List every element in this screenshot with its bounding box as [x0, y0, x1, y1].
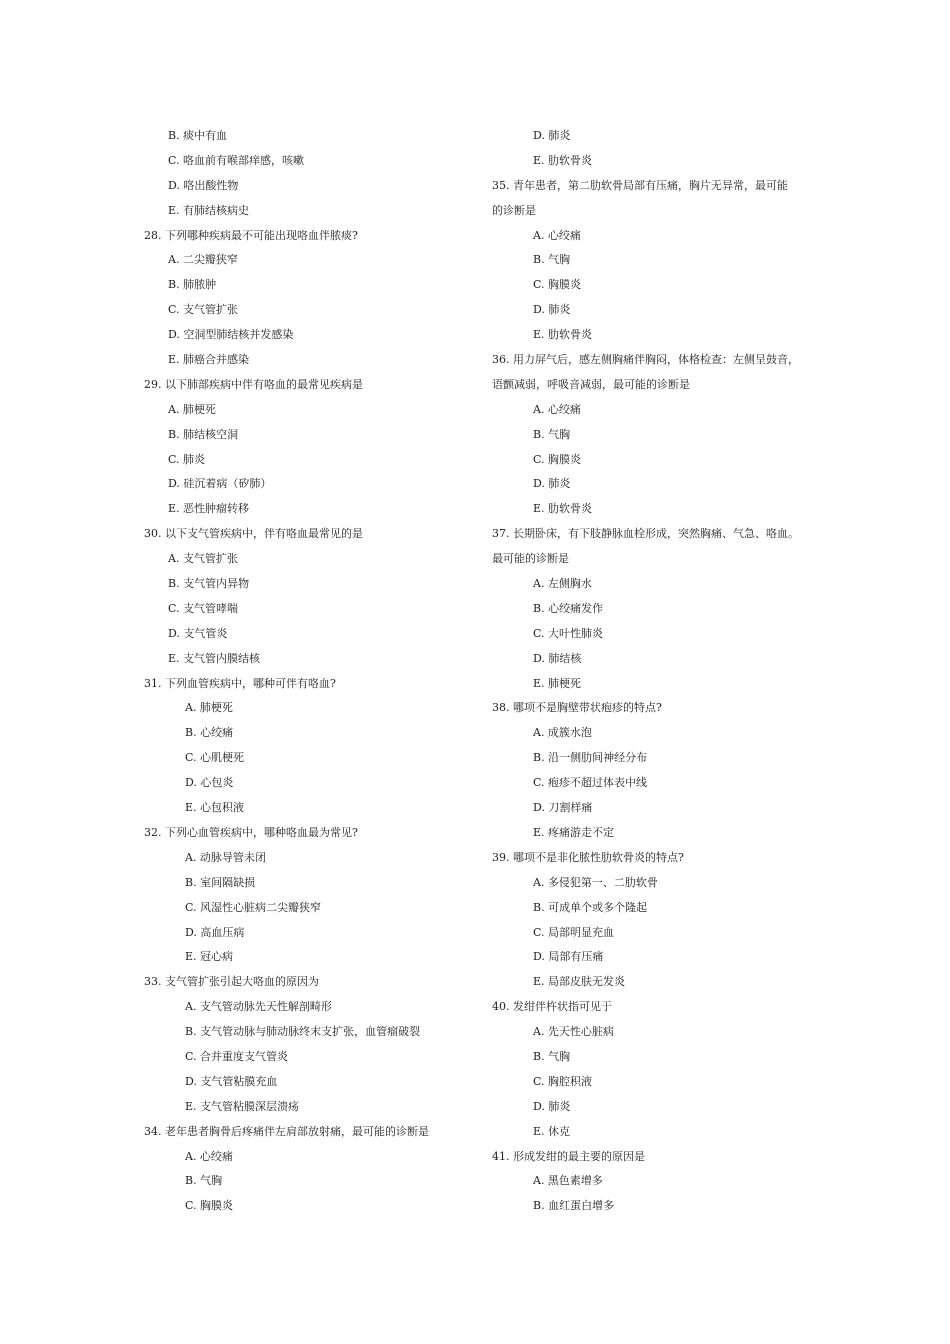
answer-option: A. 多侵犯第一、二肋软骨 [533, 875, 658, 889]
answer-option: A. 支气管扩张 [168, 552, 238, 566]
answer-option: D. 刀割样痛 [533, 801, 593, 815]
answer-option: E. 疼痛游走不定 [533, 825, 615, 839]
answer-option: B. 肺脓肿 [168, 278, 217, 292]
answer-option: A. 动脉导管未闭 [185, 850, 266, 864]
answer-option: A. 心绞痛 [533, 228, 581, 242]
answer-option: A. 黑色素增多 [533, 1174, 603, 1188]
answer-option: C. 局部明显充血 [533, 925, 615, 939]
question-text: 36. 用力屏气后，感左侧胸痛伴胸闷，体格检查：左侧呈鼓音， [492, 353, 799, 367]
answer-option: C. 支气管哮喘 [168, 601, 239, 615]
answer-option: C. 胸腔积液 [533, 1074, 593, 1088]
answer-option: B. 沿一侧肋间神经分布 [533, 751, 648, 765]
answer-option: E. 支气管粘膜深层溃疡 [185, 1099, 300, 1113]
answer-option: D. 局部有压痛 [533, 950, 604, 964]
answer-option: D. 肺炎 [533, 1099, 571, 1113]
answer-option: C. 胸膜炎 [533, 278, 582, 292]
answer-option: B. 心绞痛发作 [533, 601, 604, 615]
answer-option: E. 支气管内膜结核 [168, 651, 261, 665]
question-text: 40. 发绀伴杵状指可见于 [492, 1000, 612, 1014]
answer-option: A. 支气管动脉先天性解剖畸形 [185, 1000, 332, 1014]
answer-option: A. 左侧胸水 [533, 577, 592, 591]
question-text: 41. 形成发绀的最主要的原因是 [492, 1149, 645, 1163]
question-text: 语颤减弱，呼吸音减弱，最可能的诊断是 [492, 377, 690, 391]
answer-option: A. 肺梗死 [185, 701, 233, 715]
answer-option: D. 肺炎 [533, 477, 571, 491]
answer-option: C. 支气管扩张 [168, 303, 239, 317]
answer-option: D. 心包炎 [185, 776, 234, 790]
answer-option: B. 支气管内异物 [168, 577, 250, 591]
answer-option: C. 心肌梗死 [185, 751, 245, 765]
answer-option: E. 肋软骨炎 [533, 153, 593, 167]
answer-option: B. 气胸 [533, 427, 571, 441]
answer-option: D. 空洞型肺结核并发感染 [168, 328, 294, 342]
answer-option: D. 硅沉着病（矽肺） [168, 477, 272, 491]
answer-option: C. 合并重度支气管炎 [185, 1049, 289, 1063]
answer-option: D. 支气管粘膜充血 [185, 1074, 278, 1088]
answer-option: C. 咯血前有喉部痒感，咳嗽 [168, 153, 305, 167]
answer-option: B. 肺结核空洞 [168, 427, 239, 441]
answer-option: D. 高血压病 [185, 925, 245, 939]
answer-option: C. 胸膜炎 [185, 1199, 234, 1213]
question-text: 37. 长期卧床，有下肢静脉血栓形成，突然胸痛、气急、咯血。 [492, 527, 799, 541]
question-text: 34. 老年患者胸骨后疼痛伴左肩部放射痛，最可能的诊断是 [144, 1124, 429, 1138]
answer-option: E. 肋软骨炎 [533, 328, 593, 342]
question-text: 28. 下列哪种疾病最不可能出现咯血伴脓痰? [144, 228, 358, 242]
answer-option: E. 心包积液 [185, 801, 245, 815]
answer-option: D. 肺炎 [533, 129, 571, 142]
answer-option: B. 室间隔缺损 [185, 875, 256, 889]
answer-option: B. 气胸 [533, 1049, 571, 1063]
question-text: 最可能的诊断是 [492, 552, 569, 566]
answer-option: C. 大叶性肺炎 [533, 626, 604, 640]
question-text: 35. 青年患者，第二肋软骨局部有压痛，胸片无异常，最可能 [492, 178, 788, 192]
answer-option: E. 冠心病 [185, 950, 234, 964]
answer-option: B. 气胸 [185, 1174, 223, 1188]
answer-option: A. 先天性心脏病 [533, 1025, 614, 1039]
answer-option: B. 支气管动脉与肺动脉终末支扩张，血管瘤破裂 [185, 1025, 421, 1039]
right-column [492, 126, 832, 1221]
answer-option: B. 心绞痛 [185, 726, 234, 740]
answer-option: C. 胸膜炎 [533, 452, 582, 466]
question-text: 38. 哪项不是胸壁带状疱疹的特点? [492, 701, 662, 715]
answer-option: A. 二尖瓣狭窄 [168, 253, 238, 267]
question-text: 29. 以下肺部疾病中伴有咯血的最常见疾病是 [144, 377, 363, 391]
answer-option: E. 肋软骨炎 [533, 502, 593, 516]
answer-option: B. 血红蛋白增多 [533, 1199, 615, 1213]
answer-option: A. 心绞痛 [533, 402, 581, 416]
answer-option: D. 咯出酸性物 [168, 178, 239, 192]
answer-option: D. 肺炎 [533, 303, 571, 317]
answer-option: E. 有肺结核病史 [168, 203, 250, 217]
answer-option: C. 风湿性心脏病二尖瓣狭窄 [185, 900, 322, 914]
answer-option: B. 可成单个或多个隆起 [533, 900, 648, 914]
answer-option: D. 肺结核 [533, 651, 582, 665]
answer-option: E. 休克 [533, 1124, 571, 1138]
answer-option: E. 肺梗死 [533, 676, 582, 690]
answer-option: A. 心绞痛 [185, 1149, 233, 1163]
question-text: 的诊断是 [492, 203, 536, 217]
answer-option: B. 痰中有血 [168, 129, 228, 142]
answer-option: E. 局部皮肤无发炎 [533, 975, 626, 989]
answer-option: D. 支气管炎 [168, 626, 228, 640]
left-column [144, 126, 484, 1221]
question-text: 30. 以下支气管疾病中，伴有咯血最常见的是 [144, 527, 363, 541]
question-text: 33. 支气管扩张引起大咯血的原因为 [144, 975, 319, 989]
answer-option: E. 恶性肿瘤转移 [168, 502, 250, 516]
answer-option: B. 气胸 [533, 253, 571, 267]
question-text: 32. 下列心血管疾病中，哪种咯血最为常见? [144, 825, 358, 839]
answer-option: A. 成簇水泡 [533, 726, 592, 740]
answer-option: C. 疱疹不超过体表中线 [533, 776, 648, 790]
question-text: 31. 下列血管疾病中，哪种可伴有咯血? [144, 676, 336, 690]
answer-option: A. 肺梗死 [168, 402, 216, 416]
question-text: 39. 哪项不是非化脓性肋软骨炎的特点? [492, 850, 684, 864]
answer-option: E. 肺癌合并感染 [168, 353, 250, 367]
answer-option: C. 肺炎 [168, 452, 206, 466]
